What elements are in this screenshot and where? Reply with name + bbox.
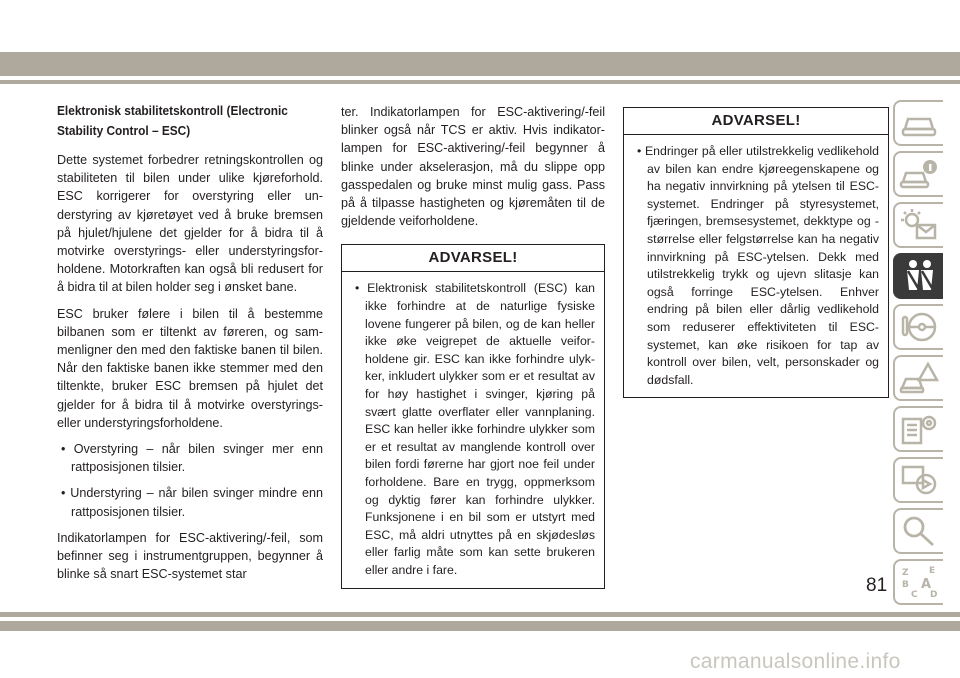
watermark: carmanualsonline.info — [690, 650, 901, 673]
bullet-item: • Understyring – når bilen svinger mindre enn rattposisjonen tilsier. — [61, 486, 323, 519]
warning-box — [341, 244, 605, 588]
paragraph: ter. Indikatorlampen for ESC-aktivering/-feil blinker også når TCS er aktiv. Hvis indikatorlampen for ESC-aktivering/-feil begynner å blinke under akselerasjon, må du slippe opp gasspedalen og bruke minst mulig gass. Pass på å tilpasse hastigheten og kjøremåten til de gjeldende veiforholdene. — [341, 105, 605, 229]
service-gear-icon — [899, 411, 939, 447]
top-band — [0, 52, 960, 76]
car-icon — [899, 105, 939, 141]
warning-text: • Elektronisk stabilitetskontroll (ESC) kan ikke forhindre at de naturlige fysiske lovene fungerer på bilen, og de kan heller ikke øke veigrepet de aktuelle veiforholdene gir. ESC kan ikke forhindre ulykker, inkludert ulykker som er et resultat av for høy hastighet i svinger, kjøring på svært glatte overflater eller vannplaning. ESC kan heller ikke forhindre ulykker som er et resultat av manglende kontroll over bilen fordi førerne har gjort noe feil under forholdene. Bare en trygg, oppmerksom og dyktig fører kan forhindre ulykker. Funksjonene i en bil som er utstyrt med ESC, må aldri utnyttes på en skjødesløs eller farlig måte som kan sette brukeren eller andre i fare. — [355, 281, 595, 577]
car-info-icon — [899, 156, 939, 192]
bullet-item: • Overstyring – når bilen svinger mer enn rattposisjonen tilsier. — [61, 442, 323, 475]
alphabetical-index-icon — [899, 564, 939, 600]
page-number: 81 — [866, 575, 888, 596]
index-letter: Z — [902, 568, 909, 578]
hazard-triangle-icon — [899, 360, 939, 396]
section-heading: Elektronisk stabilitetskontroll (Electronic Stability Control – ESC) — [57, 103, 288, 138]
warning-title: ADVARSEL! — [342, 245, 604, 272]
tab-warning-lights[interactable] — [893, 202, 943, 248]
seatbelt-safety-icon — [899, 258, 939, 294]
tab-seatbelt-safety[interactable] — [893, 253, 943, 299]
tab-index[interactable] — [893, 559, 943, 605]
warning-text: • Endringer på eller utilstrekkelig vedlikehold av bilen kan endre kjøreegenskapene og ha negativ innvirkning på ytelsen til ESC-systemet. Endringer på styresystemet, fjæringen, bremsesystemet, dekktype og -størrelse eller felgstørrelse kan ha negativ innvirkning på ESC-ytelsen. Dekk med utilstrekkelig trykk og ujevn slitasje kan også forringe ESC-ytelsen. Enhver endring på bilen eller dårlig vedlikehold som reduserer effektiviteten til ESC-systemet, kan øke risikoen for tap av kontroll over bilen, velt, personskader og dødsfall. — [637, 144, 879, 387]
chapter-tabs — [893, 100, 943, 610]
index-letter: E — [929, 566, 936, 576]
column-right — [623, 107, 889, 398]
warning-box — [623, 107, 889, 398]
tab-car-info[interactable] — [893, 151, 943, 197]
column-left — [57, 101, 323, 591]
tab-service[interactable] — [893, 406, 943, 452]
tab-steering-wheel[interactable] — [893, 304, 943, 350]
index-letter: A — [921, 577, 932, 592]
warning-lights-icon — [899, 207, 939, 243]
top-band-line — [0, 80, 960, 84]
bottom-band — [0, 612, 960, 617]
index-letter: C — [911, 590, 918, 600]
search-magnifier-icon — [899, 513, 939, 549]
paragraph: ESC bruker følere i bilen til å bestemme bilbanen som er tiltenkt av føreren, og sammenligner den med den faktiske banen til bilen. Når den faktiske banen ikke stemmer med den tiltenkte, bruker ESC bremsen på hjulet det gjelder for å bidra til å motvirke overstyrings- eller understyringsforholdene. — [57, 306, 323, 430]
paragraph: Indikatorlampen for ESC-aktivering/-feil, som befinner seg i instrumentgruppen, begynner å blinke så snart ESC-systemet star — [57, 530, 323, 582]
paragraph: Dette systemet forbedrer retningskontrollen og stabiliteten til bilen under ulike kjøreforhold. ESC korrigerer for overstyring eller understyring av kjøretøyet ved å bruke bremsen på hjulet/hjulene det gjelder for å bidra til å motvirke overstyrings- eller understyringsforholdene. Motorkraften kan også bli redusert for å bidra til at bilen holder seg i ønsket bane. — [57, 153, 323, 295]
column-middle — [341, 103, 605, 589]
tab-car[interactable] — [893, 100, 943, 146]
index-letter: B — [902, 580, 909, 590]
warning-title: ADVARSEL! — [624, 108, 888, 135]
index-letter: D — [930, 590, 938, 600]
multimedia-icon — [899, 462, 939, 498]
tab-multimedia[interactable] — [893, 457, 943, 503]
bottom-band-thick — [0, 621, 960, 631]
tab-hazard[interactable] — [893, 355, 943, 401]
steering-wheel-icon — [899, 309, 939, 345]
tab-search[interactable] — [893, 508, 943, 554]
